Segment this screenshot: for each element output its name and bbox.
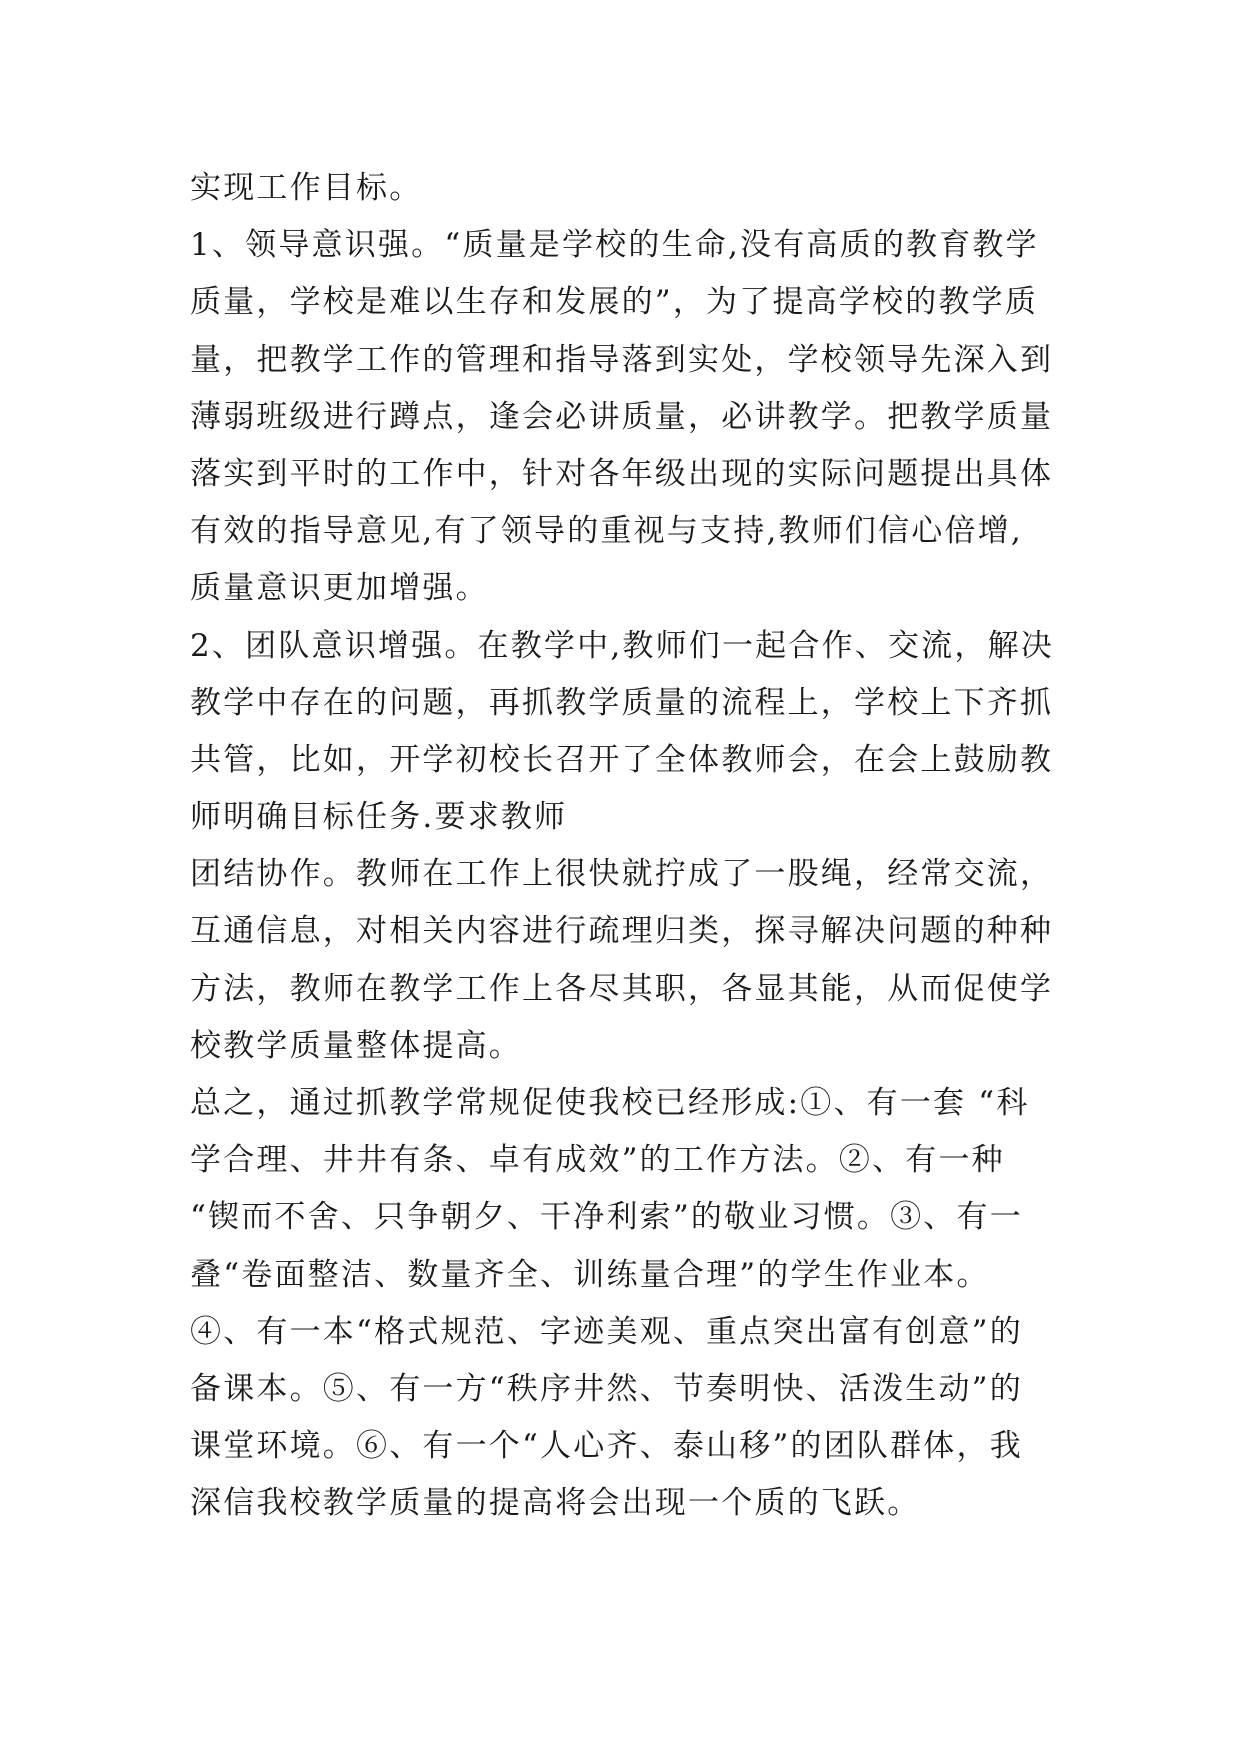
- text-line: ④、有一本“格式规范、字迹美观、重点突出富有创意”的: [190, 1313, 1023, 1350]
- text-line: 量，把教学工作的管理和指导落到实处，学校领导先深入到: [190, 341, 1054, 378]
- text-line: 团结协作。教师在工作上很快就拧成了一股绳，经常交流，: [190, 856, 1054, 893]
- text-line: 有效的指导意见,有了领导的重视与支持,教师们信心倍增,: [190, 513, 1023, 550]
- text-line: 质量意识更加增强。: [190, 570, 489, 607]
- text-line: 深信我校教学质量的提高将会出现一个质的飞跃。: [190, 1485, 921, 1522]
- text-line: 共管，比如，开学初校长召开了全体教师会，在会上鼓励教: [190, 741, 1054, 778]
- text-line: 师明确目标任务.要求教师: [190, 799, 568, 836]
- text-line: 1、领导意识强。“质量是学校的生命,没有高质的教育教学: [190, 227, 1039, 264]
- text-line: 叠“卷面整洁、数量齐全、训练量合理”的学生作业本。: [190, 1256, 990, 1293]
- text-line: 实现工作目标。: [190, 170, 423, 206]
- text-line: 2、团队意识增强。在教学中,教师们一起合作、交流，解决: [190, 627, 1054, 664]
- text-line: 教学中存在的问题，再抓教学质量的流程上，学校上下齐抓: [190, 684, 1054, 721]
- text-line: 备课本。⑤、有一方“秩序井然、节奏明快、活泼生动”的: [190, 1370, 1023, 1407]
- text-line: 校教学质量整体提高。: [190, 1027, 522, 1064]
- text-line: 课堂环境。⑥、有一个“人心齐、泰山移”的团队群体，我: [190, 1428, 1023, 1465]
- text-line: 落实到平时的工作中，针对各年级出现的实际问题提出具体: [190, 455, 1054, 492]
- text-line: 质量，学校是难以生存和发展的”，为了提高学校的教学质: [190, 284, 1039, 321]
- text-line: 方法，教师在教学工作上各尽其职，各显其能，从而促使学: [190, 970, 1054, 1007]
- text-line: 学合理、井井有条、卓有成效”的工作方法。②、有一种: [190, 1142, 1005, 1179]
- document-body: [190, 160, 1070, 1533]
- text-line: “锲而不舍、只争朝夕、干净利索”的敬业习惯。③、有一: [190, 1199, 1023, 1236]
- text-line: 总之，通过抓教学常规促使我校已经形成:①、有一套 “科: [190, 1085, 1030, 1121]
- text-line: 薄弱班级进行蹲点，逢会必讲质量，必讲教学。把教学质量: [190, 398, 1054, 435]
- text-line: 互通信息，对相关内容进行疏理归类，探寻解决问题的种种: [190, 913, 1054, 950]
